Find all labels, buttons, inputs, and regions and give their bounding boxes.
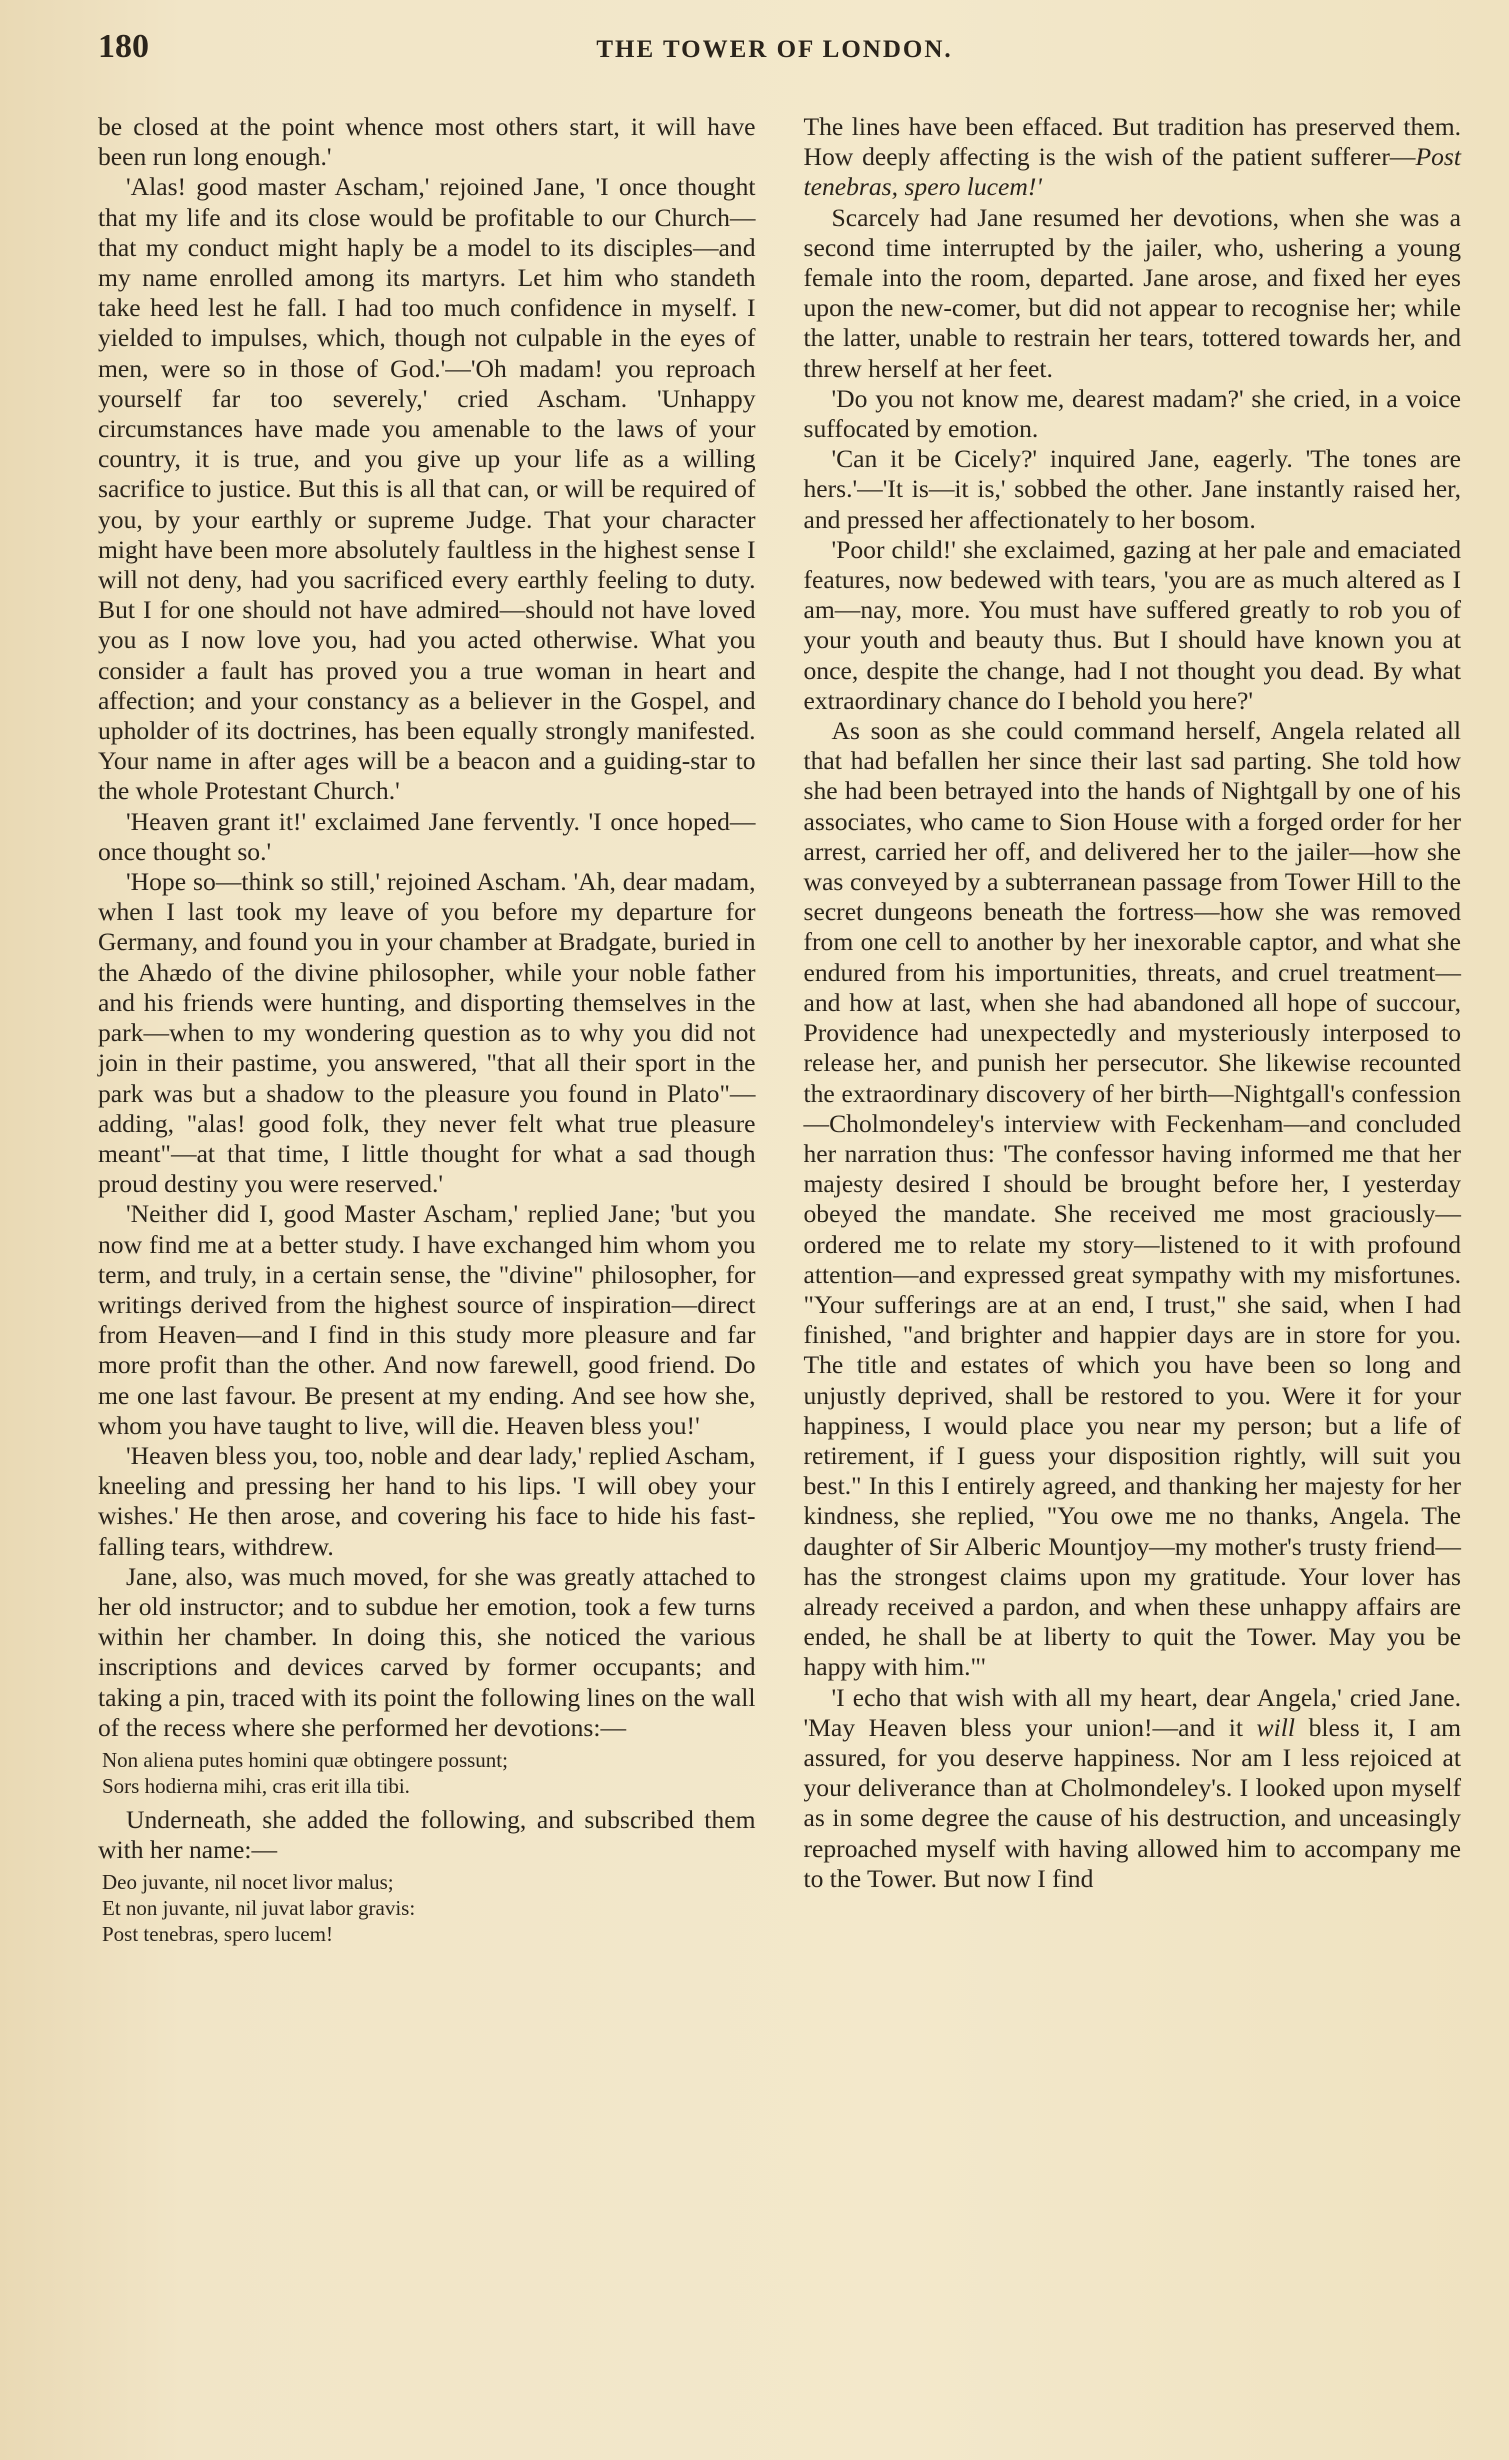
paragraph: 'Alas! good master Ascham,' rejoined Jane, 'I once thought that my life and its close would be profitable to our Church—that my conduct might haply be a model to its disciples—and my name enrolled among its martyrs. Let him who standeth take heed lest he fall. I had too much confidence in myself. I yielded to impulses, which, though not culpable in the eyes of men, were so in those of God.'—'Oh madam! you reproach yourself far too severely,' cried Ascham. 'Unhappy circumstances have made you amenable to the laws of your country, it is true, and you give up your life as a willing sacrifice to justice. But this is all that can, or will be required of you, by your earthly or supreme Judge. That your character might have been more absolutely faultless in the highest sense I will not deny, had you sacrificed every earthly feeling to duty. But I for one should not have admired—should not have loved you as I now love you, had you acted otherwise. What you consider a fault has proved you a true woman in heart and affection; and your constancy as a believer in the Gospel, and upholder of its doctrines, has been equally strongly manifested. Your name in after ages will be a beacon and a guiding-star to the whole Protestant Church.' [98, 172, 756, 806]
running-title: THE TOWER OF LONDON. [596, 36, 953, 63]
paragraph: Jane, also, was much moved, for she was greatly attached to her old instructor; and to subdue her emotion, took a few turns within her chamber. In doing this, she noticed the various inscriptions and devices carved by former occupants; and taking a pin, traced with its point the following lines on the wall of the recess where she performed her devotions:— [98, 1561, 756, 1742]
emphasis: will [1256, 1712, 1295, 1742]
page-header [98, 28, 1461, 88]
verse-line: Et non juvante, nil juvat labor gravis: [102, 1896, 416, 1921]
paragraph: As soon as she could command herself, Angela related all that had befallen her since their last sad parting. She told how she had been betrayed into the hands of Nightgall by one of his associates, who came to Sion House with a forged order for her arrest, carried her off, and delivered her to the jailer—how she was conveyed by a subterranean passage from Tower Hill to the secret dungeons beneath the fortress—how she was removed from one cell to another by her inexorable captor, and what she endured from his importunities, threats, and cruel treatment—and how at last, when she had abandoned all hope of succour, Providence had unexpectedly and mysteriously interposed to release her, and punish her persecutor. She likewise recounted the extraordinary discovery of her birth—Nightgall's confession—Cholmondeley's interview with Feckenham—and concluded her narration thus: 'The confessor having informed me that her majesty desired I should be brought before her, I yesterday obeyed the mandate. She received me most graciously—ordered me to relate my story—listened to it with profound attention—and expressed great sympathy with my misfortunes. "Your sufferings are at an end, I trust," she said, when I had finished, "and brighter and happier days are in store for you. The title and estates of which you have been so long and unjustly deprived, shall be restored to you. Were it for your happiness, I would place you near my person; but a life of retirement, if I guess your disposition rightly, will suit you best." In this I entirely agreed, and thanking her majesty for her kindness, she replied, "You owe me no thanks, Angela. The daughter of Sir Alberic Mountjoy—my mother's trusty friend—has the strongest claims upon my gratitude. Your lover has already received a pardon, and when these unhappy affairs are ended, he shall be at liberty to quit the Tower. May you be happy with him."' [803, 716, 1461, 1682]
paragraph-text: The lines have been effaced. But tradition has preserved them. How deeply affecting is the wish of the patient sufferer— [803, 112, 1461, 172]
verse-line: Deo juvante, nil nocet livor malus; [102, 1870, 394, 1895]
paragraph-text: 'I echo that wish with all my heart, dear Angela,' cried Jane. 'May Heaven bless your union!—and it [803, 1682, 1461, 1742]
latin-inscription-1 [102, 1747, 756, 1799]
paragraph [804, 112, 1462, 203]
paragraph: 'Heaven bless you, too, noble and dear lady,' replied Ascham, kneeling and pressing her hand to his lips. 'I will obey your wishes.' He then arose, and covering his face to hide his fast-falling tears, withdrew. [98, 1440, 756, 1561]
paragraph: Underneath, she added the following, and subscribed them with her name:— [98, 1804, 756, 1865]
paragraph: 'Do you not know me, dearest madam?' she cried, in a voice suffocated by emotion. [803, 383, 1461, 444]
verse-line: Sors hodierna mihi, cras erit illa tibi. [102, 1773, 410, 1798]
paragraph: 'Hope so—think so still,' rejoined Ascham. 'Ah, dear madam, when I last took my leave of you before my departure for Germany, and found you in your chamber at Bradgate, buried in the Ahædo of the divine philosopher, while your noble father and his friends were hunting, and disporting themselves in the park—when to my wondering question as to why you did not join in their pastime, you answered, "that all their sport in the park was but a shadow to the pleasure you found in Plato"—adding, "alas! good folk, they never felt what true pleasure meant"—at that time, I little thought for what a sad though proud destiny you were reserved.' [98, 867, 756, 1199]
paragraph: be closed at the point whence most others start, it will have been run long enough.' [98, 112, 756, 172]
latin-inscription-2 [102, 1869, 756, 1947]
paragraph-text: bless it, I am assured, for you deserve happiness. Nor am I less rejoiced at your deliverance than at Cholmondeley's. I looked upon myself as in some degree the cause of his destruction, and unceasingly reproached myself with having allowed him to accompany me to the Tower. But now I find [803, 1712, 1461, 1893]
paragraph: Scarcely had Jane resumed her devotions, when she was a second time interrupted by the jailer, who, ushering a young female into the room, departed. Jane arose, and fixed her eyes upon the new-comer, but did not appear to recognise her; while the latter, unable to restrain her tears, tottered towards her, and threw herself at her feet. [803, 202, 1461, 383]
paragraph: 'Neither did I, good Master Ascham,' replied Jane; 'but you now find me at a better study. I have exchanged him whom you term, and truly, in a certain sense, the "divine" philosopher, for writings derived from the highest source of inspiration—direct from Heaven—and I find in this study more pleasure and far more profit than the other. And now farewell, good friend. Do me one last favour. Be present at my ending. And see how she, whom you have taught to live, will die. Heaven bless you!' [98, 1199, 756, 1440]
page-number: 180 [98, 28, 149, 65]
verse-line: Post tenebras, spero lucem! [102, 1922, 333, 1947]
text-columns [98, 112, 1461, 1953]
paragraph [804, 1683, 1462, 1894]
latin-quote: Post tenebras, spero lucem!' [803, 142, 1461, 202]
paragraph: 'Poor child!' she exclaimed, gazing at her pale and emaciated features, now bedewed with tears, 'you are as much altered as I am—nay, more. You must have suffered greatly to rob you of your youth and beauty thus. But I should have known you at once, despite the change, had I not thought you dead. By what extraordinary chance do I behold you here?' [803, 534, 1461, 715]
right-column [804, 112, 1462, 1953]
paragraph: 'Heaven grant it!' exclaimed Jane fervently. 'I once hoped—once thought so.' [98, 806, 756, 866]
left-column [98, 112, 756, 1953]
paragraph: 'Can it be Cicely?' inquired Jane, eagerly. 'The tones are hers.'—'It is—it is,' sobbed the other. Jane instantly raised her, and pressed her affectionately to her bosom. [803, 444, 1461, 534]
verse-line: Non aliena putes homini quæ obtingere possunt; [102, 1747, 508, 1772]
